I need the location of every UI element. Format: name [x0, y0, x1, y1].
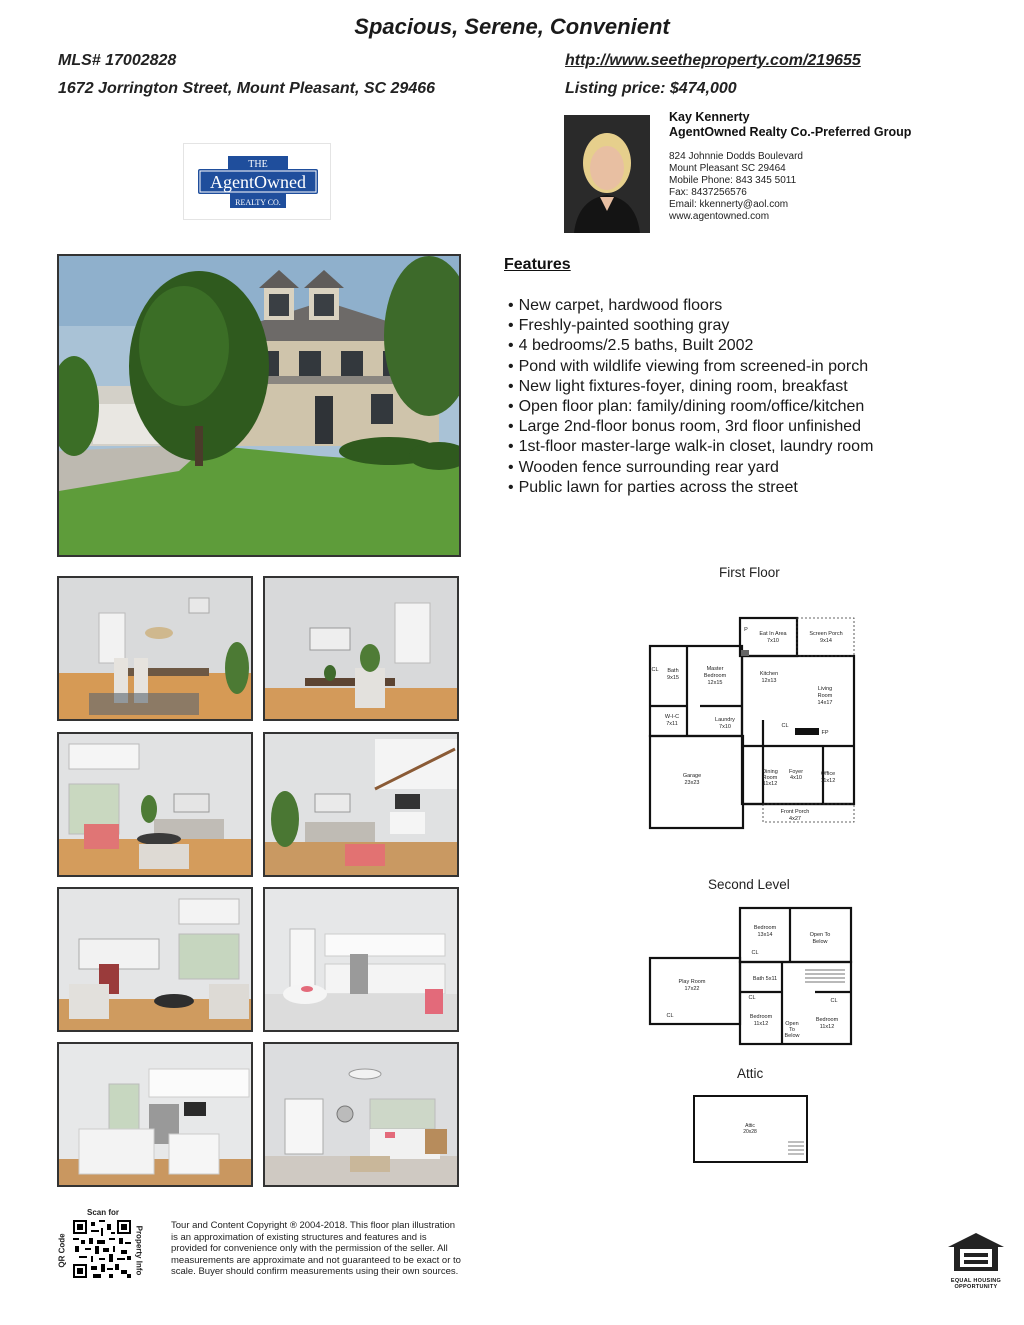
bedroom-2-label: Bedroom	[749, 1014, 773, 1020]
pantry-label: P	[744, 627, 748, 633]
garage-label: Garage	[682, 773, 702, 779]
open-to-below-2-label-2: To	[789, 1027, 795, 1033]
laundry-label: Laundry	[715, 717, 735, 723]
feature-item: • Public lawn for parties across the street	[508, 478, 873, 498]
eat-in-label: Eat In Area	[759, 631, 787, 637]
living-room-photo-2	[263, 732, 459, 877]
house-exterior-photo	[57, 254, 461, 557]
agent-street: 824 Johnnie Dodds Boulevard	[669, 151, 803, 162]
screen-porch-label: Screen Porch	[809, 631, 843, 637]
qr-code-icon	[73, 1220, 131, 1278]
feature-item: • 1st-floor master-large walk-in closet, laundry room	[508, 437, 873, 457]
office-label: Office	[820, 771, 836, 777]
family-room-photo	[57, 887, 253, 1032]
agent-city: Mount Pleasant SC 29464	[669, 163, 786, 174]
office-size: 11x12	[820, 778, 836, 784]
open-to-below-label-2: Below	[812, 939, 828, 945]
bedroom-1-size: 13x14	[757, 932, 773, 938]
bedroom-2-closet-label: CL	[748, 995, 756, 1001]
equal-housing-icon	[944, 1231, 1008, 1273]
agent-website[interactable]: www.agentowned.com	[669, 211, 770, 222]
feature-item: • New light fixtures-foyer, dining room, breakfast	[508, 377, 873, 397]
feature-item: • Freshly-painted soothing gray	[508, 316, 873, 336]
attic-plan	[690, 1092, 812, 1166]
feature-item: • New carpet, hardwood floors	[508, 296, 873, 316]
front-porch-size: 4x27	[789, 816, 801, 822]
bedroom-1-label: Bedroom	[753, 925, 777, 931]
foyer-label: Foyer	[788, 769, 804, 775]
living-size: 14x17	[817, 700, 833, 706]
front-porch-label: Front Porch	[780, 809, 810, 815]
master-label: Master	[706, 666, 724, 672]
agent-mobile: Mobile Phone: 843 345 5011	[669, 175, 797, 186]
open-to-below-2-label-3: Below	[784, 1033, 800, 1039]
kitchen-photo-2	[57, 1042, 253, 1187]
dining-label: Dining	[762, 769, 778, 775]
bath-label: Bath	[667, 668, 679, 674]
agent-photo	[564, 115, 650, 233]
eat-in-size: 7x10	[767, 638, 779, 644]
attic-room-size: 20x28	[743, 1129, 757, 1135]
open-to-below-label: Open To	[809, 932, 831, 938]
foyer-closet-label: CL	[781, 723, 789, 729]
agentowned-logo	[183, 143, 331, 220]
property-address: 1672 Jorrington Street, Mount Pleasant, SC 29466	[58, 80, 436, 97]
feature-item: • Pond with wildlife viewing from screened-in porch	[508, 357, 873, 377]
first-floor-label: First Floor	[719, 565, 780, 580]
qr-right-label: Property Info	[134, 1225, 144, 1276]
agent-contact	[669, 151, 803, 223]
bath-closet-label: CL	[651, 667, 659, 673]
wic-label: W-I-C	[664, 714, 680, 720]
logo-line3: REALTY CO.	[235, 198, 281, 207]
play-room-label: Play Room	[678, 979, 706, 985]
property-url-link[interactable]: http://www.seetheproperty.com/219655	[565, 52, 861, 69]
attic-room-label: Attic	[745, 1123, 755, 1129]
features-list	[508, 296, 873, 498]
bath-size: 9x15	[667, 675, 679, 681]
living-room-photo-1	[57, 732, 253, 877]
mls-number: MLS# 17002828	[58, 52, 177, 69]
feature-item: • 4 bedrooms/2.5 baths, Built 2002	[508, 336, 873, 356]
play-room-closet-label: CL	[666, 1013, 674, 1019]
equal-housing-logo	[944, 1231, 1008, 1291]
bedroom-2-size: 11x12	[753, 1021, 769, 1027]
qr-left-label: QR Code	[57, 1233, 67, 1268]
first-floor-plan	[645, 610, 860, 835]
features-heading: Features	[504, 256, 571, 273]
open-to-below-2-label: Open	[785, 1021, 799, 1027]
bedroom-3-label: Bedroom	[815, 1017, 839, 1023]
kitchen-size: 12x13	[761, 678, 777, 684]
kitchen-photo-1	[263, 887, 459, 1032]
agent-name: Kay Kennerty	[669, 110, 750, 124]
bedroom-3-size: 11x12	[819, 1024, 835, 1030]
bedroom-1-closet-label: CL	[751, 950, 759, 956]
living-label-2: Room	[817, 693, 833, 699]
eho-line2: OPPORTUNITY	[954, 1284, 998, 1290]
foyer-size: 4x10	[790, 775, 802, 781]
second-level-label: Second Level	[708, 877, 790, 892]
kitchen-label: Kitchen	[759, 671, 779, 677]
logo-line2: AgentOwned	[210, 172, 306, 192]
office-photo	[263, 576, 459, 721]
dining-label-2: Room	[762, 775, 778, 781]
wic-size: 7x11	[666, 721, 678, 727]
logo-line1: THE	[248, 159, 268, 170]
bedroom-3-closet-label: CL	[830, 998, 838, 1004]
dining-room-photo	[57, 576, 253, 721]
agent-header	[669, 110, 911, 140]
living-label: Living	[817, 686, 833, 692]
copyright-disclaimer: Tour and Content Copyright ® 2004-2018. This floor plan illustration is an approximation of existing structures and features and is provided for convenience only with the permission of the seller. All measurements are approximate and not guaranteed to be exact or to scale. Buyer should confirm measurements using their own sources.	[171, 1220, 461, 1278]
feature-item: • Open floor plan: family/dining room/office/kitchen	[508, 397, 873, 417]
laundry-size: 7x10	[719, 724, 731, 730]
master-label-2: Bedroom	[703, 673, 727, 679]
agent-fax: Fax: 8437256576	[669, 187, 747, 198]
eho-line1: EQUAL HOUSING	[950, 1278, 1002, 1284]
master-size: 12x15	[707, 680, 723, 686]
play-room-size: 17x22	[684, 986, 700, 992]
equal-housing-text	[944, 1278, 1008, 1290]
garage-size: 23x23	[684, 780, 700, 786]
qr-code-block[interactable]	[57, 1208, 147, 1292]
master-bedroom-photo	[263, 1042, 459, 1187]
feature-item: • Large 2nd-floor bonus room, 3rd floor unfinished	[508, 417, 873, 437]
fireplace-label: FP	[821, 730, 829, 736]
screen-porch-size: 9x14	[820, 638, 832, 644]
qr-top-label: Scan for	[86, 1208, 119, 1217]
bath-2-label: Bath 5x11	[752, 976, 778, 982]
agent-email[interactable]: Email: kkennerty@aol.com	[669, 199, 789, 210]
dining-size: 11x12	[762, 781, 778, 787]
listing-price: Listing price: $474,000	[565, 80, 737, 97]
second-level-plan	[645, 902, 860, 1052]
attic-label: Attic	[737, 1066, 764, 1081]
agent-company: AgentOwned Realty Co.-Preferred Group	[669, 125, 912, 139]
page-title: Spacious, Serene, Convenient	[354, 14, 670, 39]
feature-item: • Wooden fence surrounding rear yard	[508, 458, 873, 478]
